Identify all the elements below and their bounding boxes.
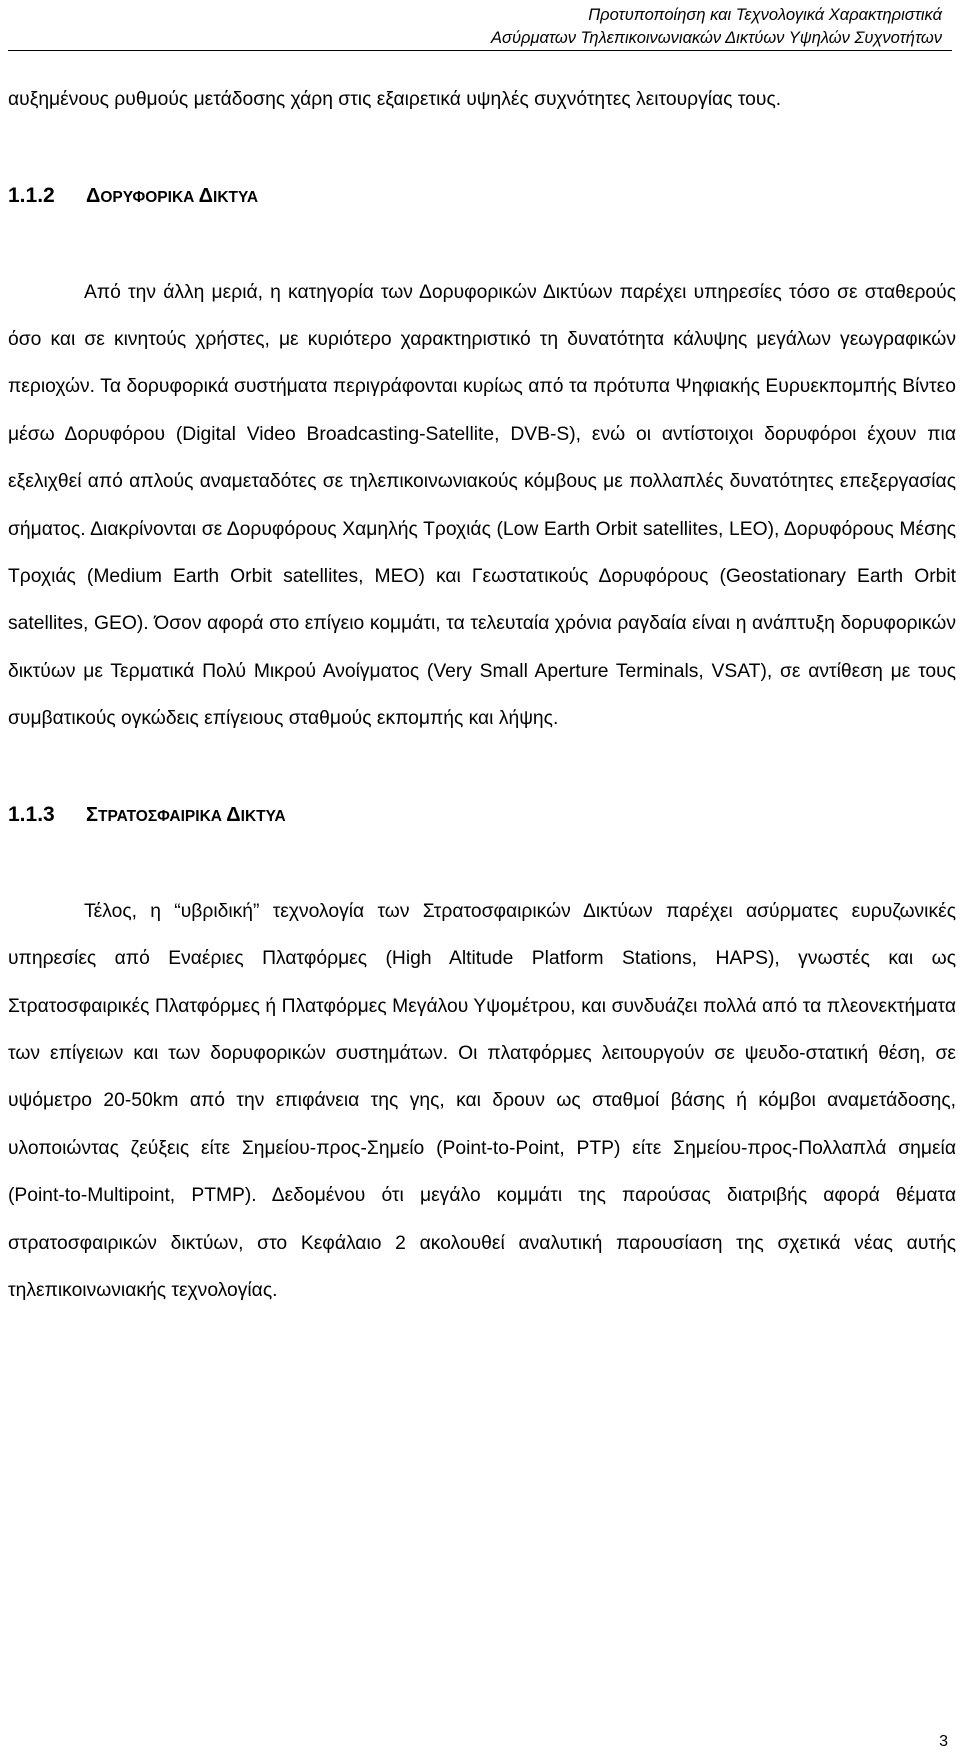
section-number: 1.1.2 <box>8 183 55 207</box>
spacer <box>8 221 956 268</box>
spacer <box>8 743 956 790</box>
satellite-networks-paragraph: Από την άλλη μεριά, η κατηγορία των Δορυφορικών Δικτύων παρέχει υπηρεσίες τόσο σε σταθερούς όσο και σε κινητούς χρήστες, με κυριότερο χαρακτηριστικό τη δυνατότητα κάλυψης μεγάλων γεωγραφικών περιοχών. Τα δορυφορικά συστήματα περιγράφονται κυρίως από τα πρότυπα Ψηφιακής Ευρυεκπομπής Βίντεο μέσω Δορυφόρου (Digital Video Broadcasting-Satellite, DVB-S), ενώ οι αντίστοιχοι δορυφόροι έχουν πια εξελιχθεί από απλούς αναμεταδότες σε τηλεπικοινωνιακούς κόμβους με πολλαπλές δυνατότητες επεξεργασίας σήματος. Διακρίνονται σε Δορυφόρους Χαμηλής Τροχιάς (Low Earth Orbit satellites, LEO), Δορυφόρους Μέσης Τροχιάς (Medium Earth Orbit satellites, MEO) και Γεωστατικούς Δορυφόρους (Geostationary Earth Orbit satellites, GEO). Όσον αφορά στο επίγειο κομμάτι, τα τελευταία χρόνια ραγδαία είναι η ανάπτυξη δορυφορικών δικτύων με Τερματικά Πολύ Μικρού Ανοίγματος (Very Small Aperture Terminals, VSAT), σε αντίθεση με τους συμβατικούς ογκώδεις επίγειους σταθμούς εκπομπής και λήψης. <box>8 281 956 730</box>
running-header-line-2: Ασύρματων Τηλεπικοινωνιακών Δικτύων Υψηλών Συχνοτήτων <box>491 29 942 47</box>
continuation-paragraph: αυξημένους ρυθμούς μετάδοσης χάρη στις εξαιρετικά υψηλές συχνότητες λειτουργίας τους. <box>8 89 782 110</box>
running-header <box>491 4 942 50</box>
page-body <box>8 76 956 1315</box>
section-title: ΔΟΡΥΦΟΡΙΚΑ ΔΙΚΤΥΑ <box>86 184 259 207</box>
section-number: 1.1.3 <box>8 803 55 827</box>
stratospheric-networks-paragraph: Τέλος, η “υβριδική” τεχνολογία των Στρατοσφαιρικών Δικτύων παρέχει ασύρματες ευρυζωνικές υπηρεσίες από Εναέριες Πλατφόρμες (High Altitude Platform Stations, HAPS), γνωστές και ως Στρατοσφαιρικές Πλατφόρμες ή Πλατφόρμες Μεγάλου Υψομέτρου, και συνδυάζει πολλά από τα πλεονεκτήματα των επίγειων και των δορυφορικών συστημάτων. Οι πλατφόρμες λειτουργούν σε ψευδο-στατική θέση, σε υψόμετρο 20-50km από την επιφάνεια της γης, και δρουν ως σταθμοί βάσης ή κόμβοι αναμετάδοσης, υλοποιώντας ζεύξεις είτε Σημείου-προς-Σημείο (Point-to-Point, PTP) είτε Σημείου-προς-Πολλαπλά σημεία (Point-to-Multipoint, PTMP). Δεδομένου ότι μεγάλο κομμάτι της παρούσας διατριβής αφορά θέματα στρατοσφαιρικών δικτύων, στο Κεφάλαιο 2 ακολουθεί αναλυτική παρουσίαση της σχετικά νέας αυτής τηλεπικοινωνιακής τεχνολογίας. <box>8 900 956 1302</box>
spacer <box>8 840 956 887</box>
running-header-line-1: Προτυποποίηση και Τεχνολογικά Χαρακτηριστικά <box>588 6 942 24</box>
header-divider <box>8 50 952 51</box>
page-number: 3 <box>939 1733 948 1750</box>
section-heading-stratospheric-networks <box>8 790 956 840</box>
section-heading-satellite-networks <box>8 171 956 221</box>
spacer <box>8 123 956 170</box>
section-title: ΣΤΡΑΤΟΣΦΑΙΡΙΚΑ ΔΙΚΤΥΑ <box>86 804 286 827</box>
